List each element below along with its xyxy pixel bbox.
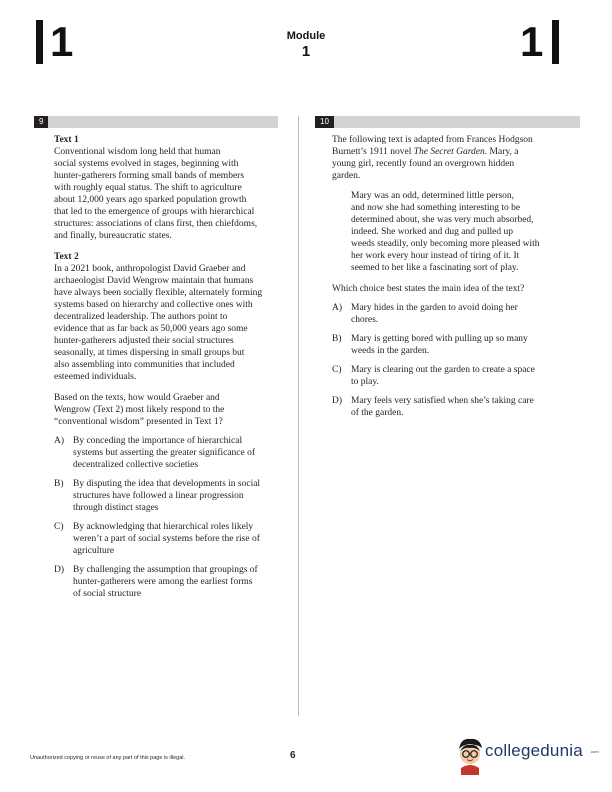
option-line: hunter-gatherers were among the earliest forms xyxy=(73,577,253,587)
answer-option-c[interactable] xyxy=(332,364,584,388)
intro-line: The following text is adapted from Frances Hodgson xyxy=(332,135,533,145)
module-indicator xyxy=(256,30,356,61)
passage-line: and now she had something interesting to be xyxy=(351,203,521,213)
option-line: By acknowledging that hierarchical roles likely xyxy=(73,522,254,532)
option-line: to play. xyxy=(351,377,379,387)
text2-line: archaeologist David Wengrow maintain that humans xyxy=(54,276,254,286)
option-line: By challenging the assumption that groupings of xyxy=(73,565,258,575)
intro-text: . Mary, a xyxy=(484,147,519,157)
answer-option-c[interactable] xyxy=(54,521,290,557)
text1-heading: Text 1 xyxy=(54,135,79,145)
question-10 xyxy=(332,134,584,419)
option-line: Mary is getting bored with pulling up so many xyxy=(351,334,528,344)
text2-line: also assembling into communities that included xyxy=(54,360,235,370)
question-10-number: 10 xyxy=(315,116,334,128)
page-number: 6 xyxy=(290,750,296,761)
option-line: Mary is clearing out the garden to create a space xyxy=(351,365,535,375)
module-label: Module xyxy=(286,30,326,42)
option-line: structures have followed a linear progression xyxy=(73,491,244,501)
option-line: chores. xyxy=(351,315,379,325)
option-letter: D) xyxy=(332,396,343,406)
option-letter: D) xyxy=(54,565,65,575)
text2-line: evidence that as far back as 50,000 years ago some xyxy=(54,324,248,334)
option-line: agriculture xyxy=(73,546,115,556)
question-9-prompt xyxy=(54,392,290,428)
option-line: through distinct stages xyxy=(73,503,159,513)
passage-line: her work every hour instead of tiring of it. It xyxy=(351,251,520,261)
option-line: of social structure xyxy=(73,589,142,599)
text1-line: with roughly equal status. The shift to agriculture xyxy=(54,183,242,193)
text2-line: esteemed individuals. xyxy=(54,372,137,382)
question-10-prompt: Which choice best states the main idea of the text? xyxy=(332,284,525,294)
passage-line: Mary was an odd, determined little person, xyxy=(351,191,515,201)
student-mascot-icon xyxy=(455,735,485,775)
option-line: By conceding the importance of hierarchical xyxy=(73,436,243,446)
answer-option-b[interactable] xyxy=(332,333,584,357)
question-line: Based on the texts, how would Graeber and xyxy=(54,393,220,403)
text1-line: that led to the emergence of groups with hierarchical xyxy=(54,207,255,217)
answer-option-d[interactable] xyxy=(332,395,584,419)
column-divider xyxy=(298,116,299,716)
text2-heading: Text 2 xyxy=(54,252,79,262)
passage-line: indeed. She worked and dug and pulled up xyxy=(351,227,513,237)
text2-line: have always been socially flexible, alternately forming xyxy=(54,288,263,298)
question-10-bar xyxy=(315,116,580,128)
answer-option-b[interactable] xyxy=(54,478,290,514)
copyright-notice: Unauthorized copying or reuse of any part of this page is illegal. xyxy=(30,755,186,761)
question-line: Wengrow (Text 2) most likely respond to the xyxy=(54,405,225,415)
option-letter: C) xyxy=(332,365,342,375)
question-9-bar xyxy=(34,116,278,128)
text1-line: social systems evolved in stages, beginning with xyxy=(54,159,239,169)
module-number-right: 1 xyxy=(520,18,544,65)
option-line: decentralized collective societies xyxy=(73,460,199,470)
brand-domain: .com xyxy=(590,749,599,754)
option-line: of the garden. xyxy=(351,408,404,418)
option-letter: B) xyxy=(332,334,342,344)
novel-title: The Secret Garden xyxy=(413,147,485,157)
option-letter: B) xyxy=(54,479,64,489)
text2-line: systems based on hierarchy and collective ones with xyxy=(54,300,253,310)
text2-line: decentralized leadership. The authors point to xyxy=(54,312,228,322)
option-line: Mary hides in the garden to avoid doing her xyxy=(351,303,518,313)
collegedunia-logo[interactable] xyxy=(455,735,599,775)
text1-line: hunter-gatherers forming small bands of members xyxy=(54,171,245,181)
answer-option-a[interactable] xyxy=(332,302,584,326)
intro-line: garden. xyxy=(332,171,361,181)
text1-line: Conventional wisdom long held that human xyxy=(54,147,221,157)
text1-line: and finally, bureaucratic states. xyxy=(54,231,172,241)
answer-option-d[interactable] xyxy=(54,564,290,600)
question-line: “conventional wisdom” presented in Text 1? xyxy=(54,417,223,427)
answer-option-a[interactable] xyxy=(54,435,290,471)
option-line: By disputing the idea that developments in social xyxy=(73,479,261,489)
passage-line: weeds steadily, only becoming more pleased with xyxy=(351,239,540,249)
option-letter: C) xyxy=(54,522,64,532)
question-9-number: 9 xyxy=(34,116,48,128)
text1-line: about 12,000 years ago sparked population growth xyxy=(54,195,247,205)
passage xyxy=(332,190,584,274)
option-letter: A) xyxy=(54,436,65,446)
intro-text: Burnett’s 1911 novel xyxy=(332,147,414,157)
intro-line: young girl, recently found an overgrown hidden xyxy=(332,159,515,169)
header-left-bar xyxy=(36,20,43,64)
header-right-bar xyxy=(552,20,559,64)
text2-line: In a 2021 book, anthropologist David Graeber and xyxy=(54,264,246,274)
module-number: 1 xyxy=(301,43,311,60)
option-line: weren’t a part of social systems before the rise of xyxy=(73,534,260,544)
option-line: Mary feels very satisfied when she’s taking care xyxy=(351,396,534,406)
text2-line: seasonally, at times dispersing in small groups but xyxy=(54,348,245,358)
option-line: systems but asserting the greater significance of xyxy=(73,448,256,458)
brand-name: collegedunia xyxy=(485,741,583,760)
intro-line xyxy=(332,146,584,158)
passage-line: determined about, she was very much absorbed, xyxy=(351,215,534,225)
option-letter: A) xyxy=(332,303,343,313)
question-9 xyxy=(54,134,290,600)
option-line: weeds in the garden. xyxy=(351,346,430,356)
module-number-left: 1 xyxy=(50,18,74,65)
text1-line: structures: associations of clans first, then chiefdoms, xyxy=(54,219,258,229)
passage-line: seemed to her like a fascinating sort of play. xyxy=(351,263,519,273)
text2-line: hunter-gatherers adjusted their social structures xyxy=(54,336,234,346)
